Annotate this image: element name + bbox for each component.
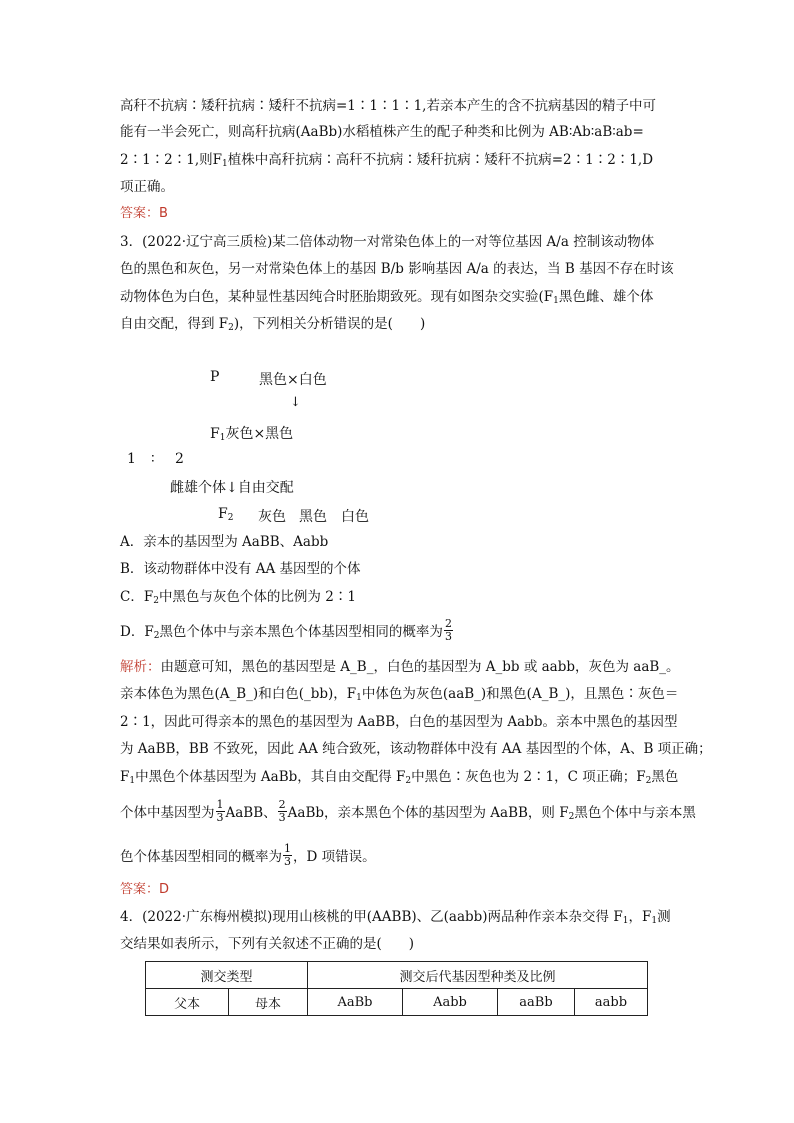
option-c: C．$F_2$中黑色与灰色个体的比例为 2∶1 — [120, 589, 356, 606]
table-cell: Aabb — [403, 989, 498, 1016]
explanation-line: 个体中基因型为 $\frac{1}{3}$ AaBB、 $\frac{2}{3}$ AaBb，亲本黑色个体的基因型为 AaBB，则 $F_2$黑色个体中与亲本黑 — [120, 798, 696, 824]
answer-line: 答案：B — [120, 206, 168, 221]
table-cell: 母本 — [229, 989, 308, 1016]
question-3-line: 动物体色为白色，某种显性基因纯合时胚胎期致死。现有如图杂交实验($F_1$黑色雌、雄个体 — [120, 289, 654, 306]
diagram-f2-black: 黑色 — [299, 509, 327, 525]
question-3-line: 自由交配，得到 $F_2$)，下列相关分析错误的是( ) — [120, 316, 426, 333]
text-line: 能有一半会死亡，则高秆抗病(AaBb)水稻植株产生的配子种类和比例为 AB∶Ab∶aB∶ab= — [120, 124, 644, 140]
question-3-line: 色的黑色和灰色，另一对常染色体上的基因 B/b 影响基因 A/a 的表达，当 B 基因不存在时该 — [120, 261, 674, 277]
diagram-ratio-1: 1 — [127, 451, 136, 467]
text-line: 高秆不抗病∶矮秆抗病∶矮秆不抗病=1∶1∶1∶1,若亲本产生的含不抗病基因的精子中可 — [120, 98, 656, 114]
table-row — [146, 989, 648, 1016]
diagram-mating: 雌雄个体↓自由交配 — [170, 480, 294, 496]
explanation-line: 色个体基因型相同的概率为 $\frac{1}{3}$ ，D 项错误。 — [120, 842, 376, 868]
diagram-f2-gray: 灰色 — [258, 509, 286, 525]
table-cell: AaBb — [308, 989, 403, 1016]
answer-line: 答案：D — [120, 882, 170, 897]
diagram-f1-cross: $F_1$灰色×黑色 — [210, 426, 294, 443]
text-line: 项正确。 — [120, 179, 174, 195]
explanation-line: 为 AaBB，BB 不致死，因此 AA 纯合致死，该动物群体中没有 AA 基因型的个体，A、B 项正确； — [120, 741, 712, 757]
fraction: $\frac{2}{3}$ — [278, 798, 286, 824]
question-3-line: 3．(2022·辽宁高三质检)某二倍体动物一对常染色体上的一对等位基因 A/a 控制该动物体 — [120, 234, 655, 250]
diagram-ratio-2: 2 — [175, 451, 184, 467]
explanation-line: $F_1$中黑色个体基因型为 AaBb，其自由交配得 $F_2$中黑色∶灰色也为 2∶1，C 项正确；$F_2$黑色 — [120, 769, 679, 786]
diagram-f2-label: $F_2$ — [218, 506, 234, 523]
table-header-cell: 测交类型 — [146, 962, 308, 989]
option-b: B．该动物群体中没有 AA 基因型的个体 — [120, 561, 361, 577]
table-cell: aaBb — [498, 989, 575, 1016]
table-cell: aabb — [575, 989, 648, 1016]
option-d: D．$F_2$黑色个体中与亲本黑色个体基因型相同的概率为 $\frac{2}{3}$ — [120, 617, 452, 643]
diagram-ratio-colon: ∶ — [151, 451, 155, 467]
fraction: $\frac{2}{3}$ — [444, 617, 452, 643]
diagram-parent-cross: 黑色×白色 — [259, 372, 327, 388]
explanation-line: 解析：由题意可知，黑色的基因型是 A_B_，白色的基因型为 A_bb 或 aabb，灰色为 aaB_。 — [120, 659, 680, 675]
table-cell: 父本 — [146, 989, 229, 1016]
text-line: 2∶1∶2∶1,则$F_1$植株中高秆抗病∶高秆不抗病∶矮秆抗病∶矮秆不抗病=2∶1∶2∶1,D — [120, 152, 654, 169]
explanation-label: 解析： — [120, 659, 161, 675]
table-row — [146, 962, 648, 989]
option-a: A．亲本的基因型为 AaBB、Aabb — [120, 534, 329, 550]
diagram-f2-white: 白色 — [341, 509, 369, 525]
fraction: $\frac{1}{3}$ — [284, 842, 291, 868]
explanation-line: 亲本体色为黑色(A_B_)和白色(_bb)，$F_1$中体色为灰色(aaB_)和黑色(A_B_)，且黑色∶灰色＝ — [120, 686, 679, 703]
explanation-line: 2∶1，因此可得亲本的黑色的基因型为 AaBB，白色的基因型为 Aabb。亲本中黑色的基因型 — [120, 714, 678, 730]
down-arrow-icon: ↓ — [226, 480, 238, 496]
table-header-cell: 测交后代基因型种类及比例 — [308, 962, 648, 989]
question-4-line: 4．(2022·广东梅州模拟)现用山核桃的甲(AABB)、乙(aabb)两品种作亲本杂交得 $F_1$，$F_1$测 — [120, 909, 671, 926]
testcross-table — [145, 961, 648, 1016]
question-4-line: 交结果如表所示，下列有关叙述不正确的是( ) — [120, 936, 415, 952]
diagram-p-label: P — [210, 369, 220, 385]
fraction: $\frac{1}{3}$ — [216, 798, 224, 824]
down-arrow-icon: ↓ — [290, 395, 301, 410]
